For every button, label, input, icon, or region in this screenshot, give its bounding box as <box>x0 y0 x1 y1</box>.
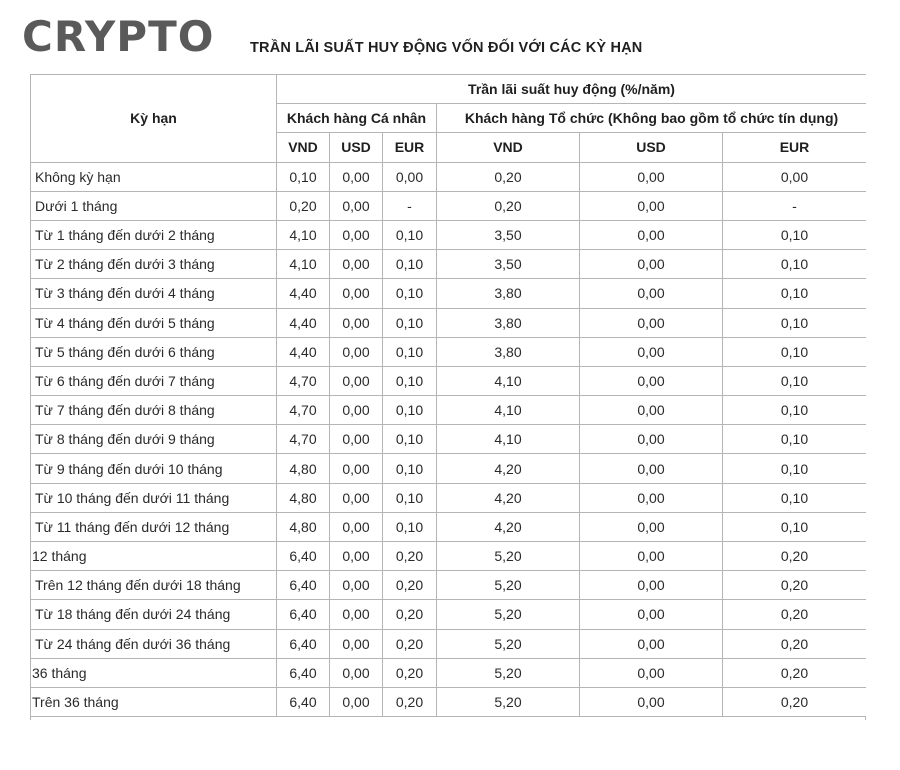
term-cell: Từ 1 tháng đến dưới 2 tháng <box>31 220 277 249</box>
rate-cell-organization-usd: 0,00 <box>580 279 723 308</box>
rate-cell-individual-eur: 0,20 <box>383 629 437 658</box>
rate-cell-organization-vnd: 5,20 <box>437 629 580 658</box>
term-cell: Dưới 1 tháng <box>31 191 277 220</box>
rate-cell-individual-eur: 0,20 <box>383 571 437 600</box>
rate-cell-organization-usd: 0,00 <box>580 366 723 395</box>
rate-cell-organization-usd: 0,00 <box>580 483 723 512</box>
rate-cell-organization-vnd: 4,10 <box>437 425 580 454</box>
rate-cell-organization-usd: 0,00 <box>580 162 723 191</box>
header-organization-customers: Khách hàng Tổ chức (Không bao gồm tổ chức tín dụng) <box>437 104 867 133</box>
table-row <box>31 600 867 629</box>
document-title: TRẦN LÃI SUẤT HUY ĐỘNG VỐN ĐỐI VỚI CÁC KỲ HẠN <box>250 40 643 56</box>
rate-cell-organization-eur: 0,20 <box>723 542 867 571</box>
rate-cell-organization-vnd: 4,10 <box>437 366 580 395</box>
term-cell: Từ 2 tháng đến dưới 3 tháng <box>31 250 277 279</box>
term-cell: Từ 6 tháng đến dưới 7 tháng <box>31 366 277 395</box>
table-row <box>31 658 867 687</box>
rate-cell-individual-eur: 0,10 <box>383 454 437 483</box>
rate-cell-individual-vnd: 4,40 <box>277 337 330 366</box>
rate-cell-individual-usd: 0,00 <box>330 542 383 571</box>
header-individual-usd: USD <box>330 133 383 162</box>
term-cell: Từ 4 tháng đến dưới 5 tháng <box>31 308 277 337</box>
rate-cell-individual-usd: 0,00 <box>330 512 383 541</box>
rate-cell-individual-eur: 0,20 <box>383 542 437 571</box>
rate-cell-individual-eur: 0,10 <box>383 425 437 454</box>
rate-cell-organization-usd: 0,00 <box>580 396 723 425</box>
rate-cell-organization-usd: 0,00 <box>580 600 723 629</box>
rate-cell-individual-usd: 0,00 <box>330 687 383 716</box>
rate-cell-organization-vnd: 0,20 <box>437 162 580 191</box>
header-ceiling-rate: Trần lãi suất huy động (%/năm) <box>277 75 867 104</box>
rate-cell-organization-vnd: 5,20 <box>437 687 580 716</box>
rate-cell-individual-usd: 0,00 <box>330 250 383 279</box>
rate-cell-organization-usd: 0,00 <box>580 542 723 571</box>
rate-cell-individual-vnd: 4,10 <box>277 220 330 249</box>
rate-cell-individual-eur: 0,10 <box>383 396 437 425</box>
term-cell: Từ 24 tháng đến dưới 36 tháng <box>31 629 277 658</box>
rate-cell-individual-usd: 0,00 <box>330 600 383 629</box>
header-individual-customers: Khách hàng Cá nhân <box>277 104 437 133</box>
term-cell: Từ 3 tháng đến dưới 4 tháng <box>31 279 277 308</box>
rate-cell-individual-usd: 0,00 <box>330 366 383 395</box>
rate-cell-individual-usd: 0,00 <box>330 425 383 454</box>
rate-cell-organization-eur: 0,20 <box>723 600 867 629</box>
interest-rate-table <box>30 74 866 717</box>
rate-cell-organization-eur: 0,00 <box>723 162 867 191</box>
rate-cell-individual-eur: 0,00 <box>383 162 437 191</box>
rate-cell-individual-eur: 0,10 <box>383 308 437 337</box>
rate-cell-individual-usd: 0,00 <box>330 629 383 658</box>
table-row <box>31 629 867 658</box>
rate-cell-individual-eur: - <box>383 191 437 220</box>
rate-cell-individual-vnd: 6,40 <box>277 658 330 687</box>
rate-cell-organization-eur: 0,10 <box>723 279 867 308</box>
rate-cell-organization-usd: 0,00 <box>580 425 723 454</box>
table-row <box>31 191 867 220</box>
rate-cell-individual-usd: 0,00 <box>330 571 383 600</box>
table-row <box>31 220 867 249</box>
rate-cell-organization-eur: 0,10 <box>723 483 867 512</box>
rate-cell-individual-vnd: 6,40 <box>277 542 330 571</box>
rate-cell-organization-eur: - <box>723 191 867 220</box>
rate-cell-organization-vnd: 5,20 <box>437 542 580 571</box>
table-row <box>31 337 867 366</box>
header-organization-usd: USD <box>580 133 723 162</box>
rate-cell-individual-vnd: 4,40 <box>277 308 330 337</box>
term-cell: Từ 5 tháng đến dưới 6 tháng <box>31 337 277 366</box>
rate-cell-organization-vnd: 4,20 <box>437 483 580 512</box>
rate-cell-individual-eur: 0,10 <box>383 483 437 512</box>
term-cell: Từ 8 tháng đến dưới 9 tháng <box>31 425 277 454</box>
rate-cell-organization-eur: 0,10 <box>723 220 867 249</box>
rate-cell-organization-usd: 0,00 <box>580 308 723 337</box>
rate-cell-organization-vnd: 5,20 <box>437 571 580 600</box>
rate-cell-individual-vnd: 0,10 <box>277 162 330 191</box>
header-organization-eur: EUR <box>723 133 867 162</box>
term-cell: Trên 12 tháng đến dưới 18 tháng <box>31 571 277 600</box>
crypto-logo: CRYPTO <box>22 12 215 61</box>
rate-cell-individual-eur: 0,20 <box>383 600 437 629</box>
term-cell: Từ 10 tháng đến dưới 11 tháng <box>31 483 277 512</box>
rate-cell-individual-eur: 0,10 <box>383 279 437 308</box>
rate-cell-individual-vnd: 4,40 <box>277 279 330 308</box>
rate-cell-organization-vnd: 4,20 <box>437 512 580 541</box>
term-cell: Từ 7 tháng đến dưới 8 tháng <box>31 396 277 425</box>
rate-cell-individual-usd: 0,00 <box>330 658 383 687</box>
rate-cell-individual-vnd: 6,40 <box>277 571 330 600</box>
rate-cell-organization-vnd: 3,80 <box>437 308 580 337</box>
rate-cell-individual-usd: 0,00 <box>330 191 383 220</box>
rate-cell-organization-usd: 0,00 <box>580 629 723 658</box>
table-row <box>31 250 867 279</box>
table-row <box>31 279 867 308</box>
rate-cell-organization-usd: 0,00 <box>580 337 723 366</box>
rate-cell-organization-eur: 0,10 <box>723 454 867 483</box>
term-cell: Từ 11 tháng đến dưới 12 tháng <box>31 512 277 541</box>
rate-cell-individual-vnd: 6,40 <box>277 687 330 716</box>
rate-cell-organization-vnd: 0,20 <box>437 191 580 220</box>
rate-cell-organization-vnd: 5,20 <box>437 658 580 687</box>
header-individual-vnd: VND <box>277 133 330 162</box>
rate-cell-individual-vnd: 4,70 <box>277 396 330 425</box>
rate-cell-individual-eur: 0,10 <box>383 220 437 249</box>
rate-cell-individual-usd: 0,00 <box>330 308 383 337</box>
rate-cell-organization-eur: 0,10 <box>723 396 867 425</box>
rate-cell-individual-eur: 0,10 <box>383 337 437 366</box>
rate-cell-individual-usd: 0,00 <box>330 454 383 483</box>
table-row <box>31 571 867 600</box>
rate-cell-individual-eur: 0,10 <box>383 250 437 279</box>
table-row <box>31 396 867 425</box>
rate-cell-organization-usd: 0,00 <box>580 512 723 541</box>
term-cell: Không kỳ hạn <box>31 162 277 191</box>
rate-cell-individual-vnd: 4,80 <box>277 454 330 483</box>
rate-cell-individual-eur: 0,10 <box>383 366 437 395</box>
rate-cell-individual-usd: 0,00 <box>330 279 383 308</box>
term-cell: 36 tháng <box>31 658 277 687</box>
rate-cell-individual-vnd: 4,80 <box>277 483 330 512</box>
header-term: Kỳ hạn <box>31 75 277 163</box>
rate-cell-organization-usd: 0,00 <box>580 250 723 279</box>
rate-cell-individual-usd: 0,00 <box>330 337 383 366</box>
rate-cell-organization-eur: 0,20 <box>723 629 867 658</box>
rate-cell-individual-vnd: 6,40 <box>277 629 330 658</box>
rate-cell-organization-eur: 0,10 <box>723 337 867 366</box>
rate-cell-individual-vnd: 4,70 <box>277 425 330 454</box>
rate-cell-organization-eur: 0,10 <box>723 366 867 395</box>
rate-cell-individual-vnd: 4,80 <box>277 512 330 541</box>
rate-cell-individual-usd: 0,00 <box>330 220 383 249</box>
table-row <box>31 454 867 483</box>
rate-cell-individual-usd: 0,00 <box>330 396 383 425</box>
rate-cell-organization-eur: 0,10 <box>723 250 867 279</box>
rate-cell-individual-eur: 0,10 <box>383 512 437 541</box>
rate-cell-organization-usd: 0,00 <box>580 571 723 600</box>
rate-cell-individual-usd: 0,00 <box>330 483 383 512</box>
term-cell: Trên 36 tháng <box>31 687 277 716</box>
rate-cell-organization-usd: 0,00 <box>580 191 723 220</box>
table-header <box>31 75 867 163</box>
rate-cell-organization-vnd: 3,50 <box>437 220 580 249</box>
header-organization-vnd: VND <box>437 133 580 162</box>
term-cell: 12 tháng <box>31 542 277 571</box>
rate-cell-organization-vnd: 3,80 <box>437 337 580 366</box>
rate-cell-organization-usd: 0,00 <box>580 658 723 687</box>
rate-cell-organization-vnd: 5,20 <box>437 600 580 629</box>
rate-cell-organization-vnd: 3,80 <box>437 279 580 308</box>
table-row <box>31 366 867 395</box>
rate-cell-organization-vnd: 4,10 <box>437 396 580 425</box>
rate-cell-organization-eur: 0,20 <box>723 658 867 687</box>
table-row <box>31 542 867 571</box>
rate-cell-organization-eur: 0,10 <box>723 308 867 337</box>
table-row <box>31 512 867 541</box>
rate-cell-individual-vnd: 4,10 <box>277 250 330 279</box>
rate-cell-organization-vnd: 3,50 <box>437 250 580 279</box>
rate-cell-organization-eur: 0,10 <box>723 425 867 454</box>
table-row <box>31 162 867 191</box>
table-body <box>31 162 867 717</box>
rate-cell-individual-eur: 0,20 <box>383 687 437 716</box>
rate-cell-individual-vnd: 4,70 <box>277 366 330 395</box>
rate-cell-organization-eur: 0,20 <box>723 687 867 716</box>
rate-cell-organization-eur: 0,20 <box>723 571 867 600</box>
table-row <box>31 425 867 454</box>
interest-rate-table-container <box>30 74 866 718</box>
term-cell: Từ 9 tháng đến dưới 10 tháng <box>31 454 277 483</box>
rate-cell-organization-usd: 0,00 <box>580 687 723 716</box>
table-row <box>31 308 867 337</box>
header-individual-eur: EUR <box>383 133 437 162</box>
rate-cell-organization-usd: 0,00 <box>580 220 723 249</box>
rate-cell-individual-eur: 0,20 <box>383 658 437 687</box>
rate-cell-organization-usd: 0,00 <box>580 454 723 483</box>
truncated-row-edge <box>30 716 866 720</box>
table-row <box>31 687 867 716</box>
rate-cell-organization-vnd: 4,20 <box>437 454 580 483</box>
rate-cell-individual-vnd: 0,20 <box>277 191 330 220</box>
table-row <box>31 483 867 512</box>
term-cell: Từ 18 tháng đến dưới 24 tháng <box>31 600 277 629</box>
rate-cell-organization-eur: 0,10 <box>723 512 867 541</box>
rate-cell-individual-usd: 0,00 <box>330 162 383 191</box>
rate-cell-individual-vnd: 6,40 <box>277 600 330 629</box>
